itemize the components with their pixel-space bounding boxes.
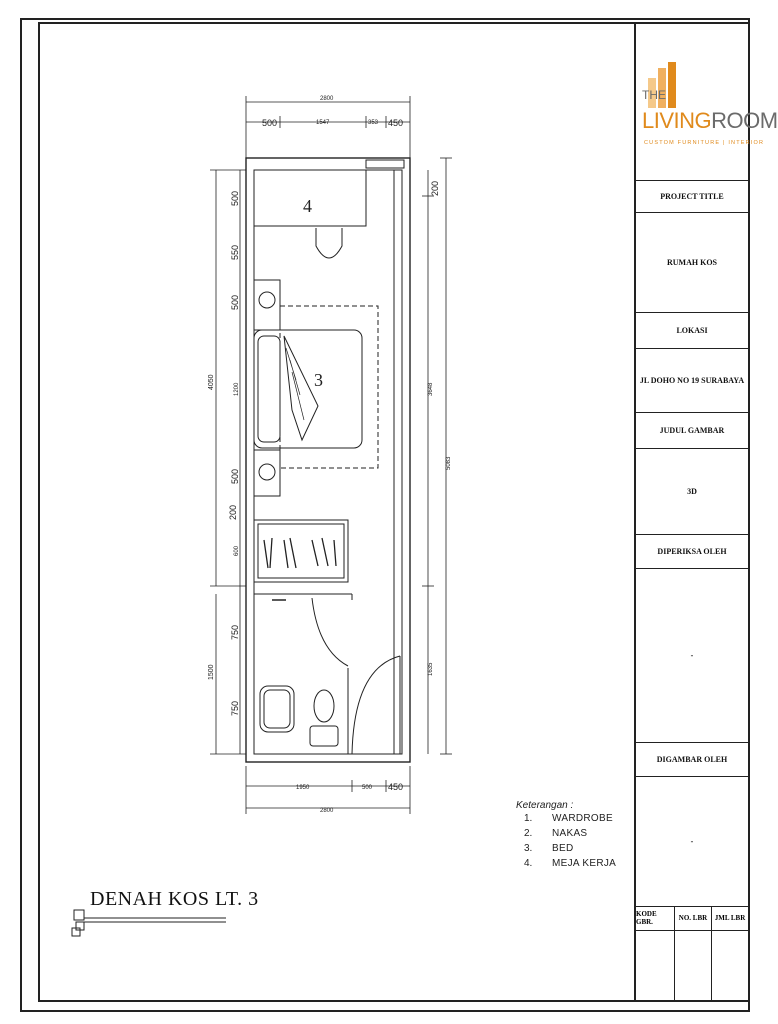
legend-label: MEJA KERJA [552, 858, 617, 869]
dim-top-total: 2800 [320, 96, 334, 102]
footer-sheet-no: NO. LBR [675, 906, 712, 930]
dim-bottom-total: 2800 [320, 808, 334, 814]
brand-logo [636, 22, 778, 180]
legend-label: BED [552, 843, 574, 854]
dim-left-6: 200 [228, 504, 238, 520]
project-title-label: PROJECT TITLE [660, 191, 724, 201]
dim-top-1: 500 [262, 118, 278, 128]
dim-left-8: 750 [230, 624, 240, 640]
dim-bottom-2: 500 [362, 785, 373, 791]
dim-right-1: 200 [430, 180, 440, 196]
dim-left-7: 600 [234, 545, 240, 556]
dim-right-2: 3648 [428, 382, 434, 396]
drawn-by-label: DIGAMBAR OLEH [656, 754, 728, 764]
location-label: LOKASI [676, 325, 708, 335]
dim-left-outer-2: 1500 [208, 664, 215, 680]
footer-sheet-count: JML LBR [714, 914, 746, 922]
desk-label: 4 [303, 196, 312, 216]
footer-code: KODE GBR. [636, 906, 675, 930]
project-title: RUMAH KOS [667, 257, 717, 267]
dim-left-5: 500 [230, 468, 240, 484]
logo-mark-icon [646, 60, 686, 110]
legend-num: 1. [524, 813, 533, 824]
chair [316, 228, 342, 258]
dim-left-3: 500 [230, 294, 240, 310]
legend-item [516, 811, 616, 826]
dim-right-total: 5083 [446, 456, 452, 470]
legend-label: NAKAS [552, 828, 588, 839]
window [366, 160, 404, 168]
dim-left-1: 500 [230, 190, 240, 206]
dim-left-2: 550 [230, 244, 240, 260]
legend-num: 4. [524, 858, 533, 869]
dim-top-3: 353 [368, 120, 379, 126]
brand-name [642, 108, 778, 134]
toilet-tank [310, 726, 338, 746]
outer-wall [246, 158, 410, 762]
title-block [634, 22, 778, 1002]
legend [516, 800, 616, 871]
legend-num: 3. [524, 843, 533, 854]
hangers [264, 538, 336, 568]
lamp-bottom [259, 464, 275, 480]
bed [254, 330, 362, 448]
brand-name-a: LIVING [642, 108, 712, 133]
legend-heading: Keterangan : [516, 800, 574, 811]
legend-label: WARDROBE [552, 813, 613, 824]
drawing-title: DENAH KOS LT. 3 [90, 888, 259, 910]
dim-left-outer-1: 4050 [208, 374, 215, 390]
checked-by: - [690, 650, 694, 660]
checked-by-label: DIPERIKSA OLEH [657, 546, 727, 556]
legend-num: 2. [524, 828, 533, 839]
sink-basin [264, 690, 290, 728]
brand-name-b: ROOM [711, 108, 778, 133]
bed-label: 3 [314, 370, 323, 390]
dim-left-9: 750 [230, 700, 240, 716]
legend-item [516, 841, 616, 856]
bathroom-door-swing [312, 598, 348, 666]
dim-top-2: 1547 [316, 120, 330, 126]
drawing-title-value: 3D [687, 486, 697, 496]
dim-top-4: 450 [388, 118, 404, 128]
drawn-by: - [690, 836, 694, 846]
dim-left-4: 1200 [234, 382, 240, 396]
brand-tagline: CUSTOM FURNITURE | INTERIOR [644, 140, 765, 146]
drawing-title-label: JUDUL GAMBAR [659, 425, 725, 435]
nightstand-top [254, 280, 280, 330]
wardrobe [254, 520, 348, 582]
brand-the: THE [642, 88, 666, 102]
lamp-top [259, 292, 275, 308]
pillow [258, 336, 280, 442]
nightstand-bottom [254, 450, 280, 496]
location: JL DOHO NO 19 SURABAYA [639, 375, 745, 385]
dim-bottom-1: 1950 [296, 785, 310, 791]
toilet-bowl [314, 690, 334, 722]
legend-item [516, 826, 616, 841]
dim-right-3: 1635 [428, 662, 434, 676]
blanket [284, 336, 318, 440]
legend-item [516, 856, 616, 871]
dim-bottom-3: 450 [388, 782, 404, 792]
main-door-swing [352, 656, 400, 754]
